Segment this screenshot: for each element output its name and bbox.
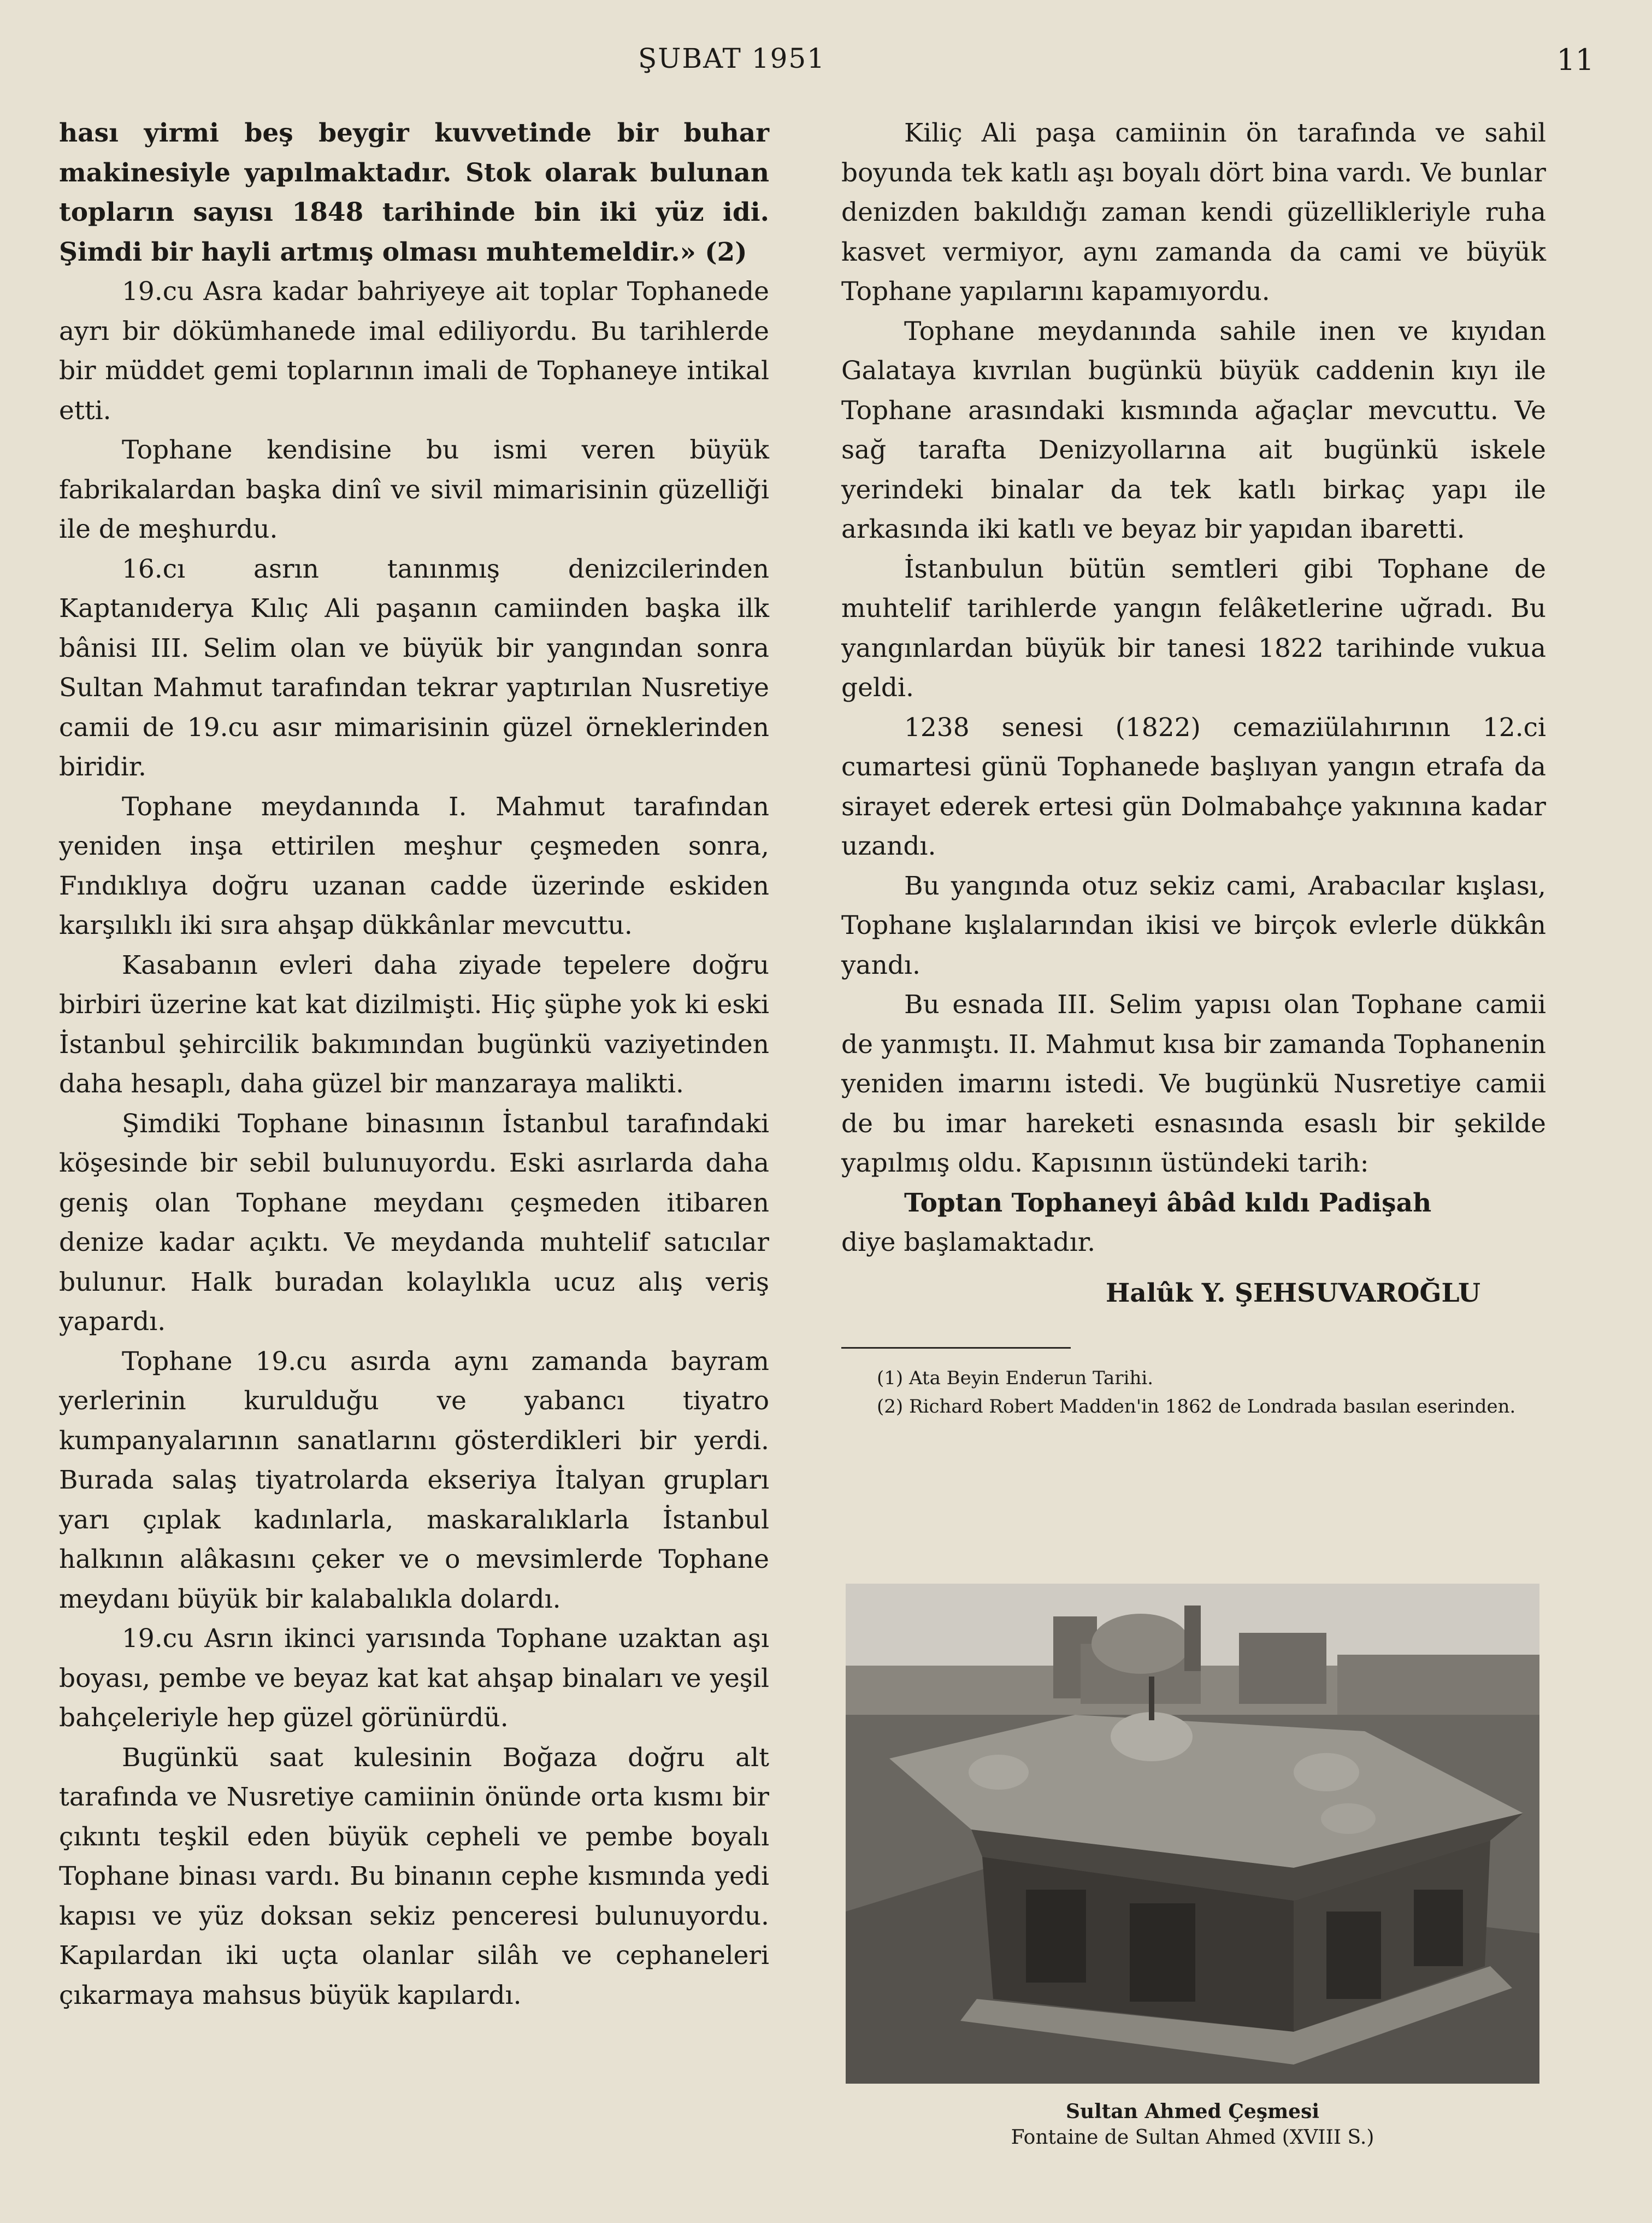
right-column [841, 114, 1546, 1421]
footnote-divider [841, 1347, 1071, 1349]
paragraph: Şimdiki Tophane binasının İstanbul tarafındaki köşesinde bir sebil bulunuyordu. Eski asırlarda daha geniş olan Tophane meydanı çeşmeden itibaren denize kadar açıktı. Ve meydanda muhtelif satıcılar bulunur. Halk buradan kolaylıkla ucuz alış veriş yapardı. [59, 1108, 769, 1337]
footnote: (2) Richard Robert Madden'in 1862 de Londrada basılan eserinden. [877, 1396, 1516, 1418]
photo-caption [846, 2098, 1539, 2151]
author-byline: Halûk Y. ŞEHSUVAROĞLU [1105, 1278, 1480, 1308]
paragraph: 19.cu Asrın ikinci yarısında Tophane uzaktan aşı boyası, pembe ve beyaz kat kat ahşap binaları ve yeşil bahçeleriyle hep güzel görünürdü. [59, 1624, 769, 1733]
paragraph: 16.cı asrın tanınmış denizcilerinden Kaptanıderya Kılıç Ali paşanın camiinden başka ilk bânisi III. Selim olan ve büyük bir yangından sonra Sultan Mahmut tarafından tekrar yaptırılan Nusretiye camii de 19.cu asır mimarisinin güzel örneklerinden biridir. [59, 554, 769, 782]
paragraph: Tophane meydanında I. Mahmut tarafından yeniden inşa ettirilen meşhur çeşmeden sonra, Fındıklıya doğru uzanan cadde üzerinde eskiden karşılıklı iki sıra ahşap dükkânlar mevcuttu. [59, 791, 769, 940]
paragraph: Bugünkü saat kulesinin Boğaza doğru alt tarafında ve Nusretiye camiinin önünde orta kısmı bir çıkıntı teşkil eden büyük cepheli ve pembe boyalı Tophane binası vardı. Bu binanın cephe kısmında yedi kapısı ve yüz doksan sekiz penceresi bulunuyordu. Kapılardan iki uçta olanlar silâh ve cephaneleri çıkarmaya mahsus büyük kapılardı. [59, 1742, 769, 2010]
paragraph: Bu esnada III. Selim yapısı olan Tophane camii de yanmıştı. II. Mahmut kısa bir zamanda Tophanenin yeniden imarını istedi. Ve bugünkü Nusretiye camii de bu imar hareketi esnasında esaslı bir şekilde yapılmış oldu. Kapısının üstündeki tarih: [841, 990, 1546, 1178]
paragraph: Kasabanın evleri daha ziyade tepelere doğru birbiri üzerine kat kat dizilmişti. Hiç şüphe yok ki eski İstanbul şehircilik bakımından bugünkü vaziyetinden daha hesaplı, daha güzel bir manzaraya malikti. [59, 950, 769, 1099]
paragraph: Kiliç Ali paşa camiinin ön tarafında ve sahil boyunda tek katlı aşı boyalı dört bina vardı. Ve bunlar denizden bakıldığı zaman kendi güzellikleriyle ruha kasvet vermiyor, aynı zamanda da cami ve büyük Tophane yapılarını kapamıyordu. [841, 118, 1546, 307]
paragraph: Tophane meydanında sahile inen ve kıyıdan Galataya kıvrılan bugünkü büyük caddenin kıyı ile Tophane arasındaki kısmında ağaçlar mevcuttu. Ve sağ tarafta Denizyollarına ait bugünkü iskele yerindeki binalar da tek katlı birkaç yapı ile arkasında iki katlı ve beyaz bir yapıdan ibaretti. [841, 316, 1546, 544]
header-date: ŞUBAT 1951 [638, 43, 825, 74]
fountain-photo [846, 1584, 1539, 2084]
paragraph: diye başlamaktadır. [841, 1227, 1096, 1257]
paragraph: Tophane kendisine bu ismi veren büyük fabrikalardan başka dinî ve sivil mimarisinin güzelliği ile de meşhurdu. [59, 435, 769, 544]
footnote: (1) Ata Beyin Enderun Tarihi. [877, 1367, 1154, 1389]
paragraph: 1238 senesi (1822) cemaziülahırının 12.ci cumartesi günü Tophanede başlıyan yangın etrafa da sirayet ederek ertesi gün Dolmabahçe yakınına kadar uzandı. [841, 712, 1546, 861]
paragraph: Tophane 19.cu asırda aynı zamanda bayram yerlerinin kurulduğu ve yabancı tiyatro kumpanyalarının sanatlarını gösterdikleri bir yerdi. Burada salaş tiyatrolarda ekseriya İtalyan grupları yarı çıplak kadınlarla, maskaralıklarla İstanbul halkının alâkasını çeker ve o mevsimlerde Tophane meydanı büyük bir kalabalıkla dolardı. [59, 1346, 769, 1614]
paragraph: Bu yangında otuz sekiz cami, Arabacılar kışlası, Tophane kışlalarından ikisi ve birçok evlerle dükkân yandı. [841, 871, 1546, 980]
page-number: 11 [1556, 43, 1594, 77]
paragraph: hası yirmi beş beygir kuvvetinde bir buhar makinesiyle yapılmaktadır. Stok olarak bulunan topların sayısı 1848 tarihinde bin iki yüz idi. Şimdi bir hayli artmış olması muhtemeldir.» (2) [59, 118, 769, 267]
caption-subtitle: Fontaine de Sultan Ahmed (XVIII S.) [1011, 2126, 1374, 2149]
paragraph: İstanbulun bütün semtleri gibi Tophane de muhtelif tarihlerde yangın felâketlerine uğradı. Bu yangınlardan büyük bir tanesi 1822 tarihinde vukua geldi. [841, 554, 1546, 703]
inscription: Toptan Tophaneyi âbâd kıldı Padişah [904, 1187, 1432, 1218]
paragraph: 19.cu Asra kadar bahriyeye ait toplar Tophanede ayrı bir dökümhanede imal ediliyordu. Bu tarihlerde bir müddet gemi toplarının imali de Tophaneye intikal etti. [59, 277, 769, 426]
left-column [59, 114, 769, 2015]
caption-title: Sultan Ahmed Çeşmesi [1065, 2100, 1320, 2123]
page-header [59, 43, 1594, 86]
